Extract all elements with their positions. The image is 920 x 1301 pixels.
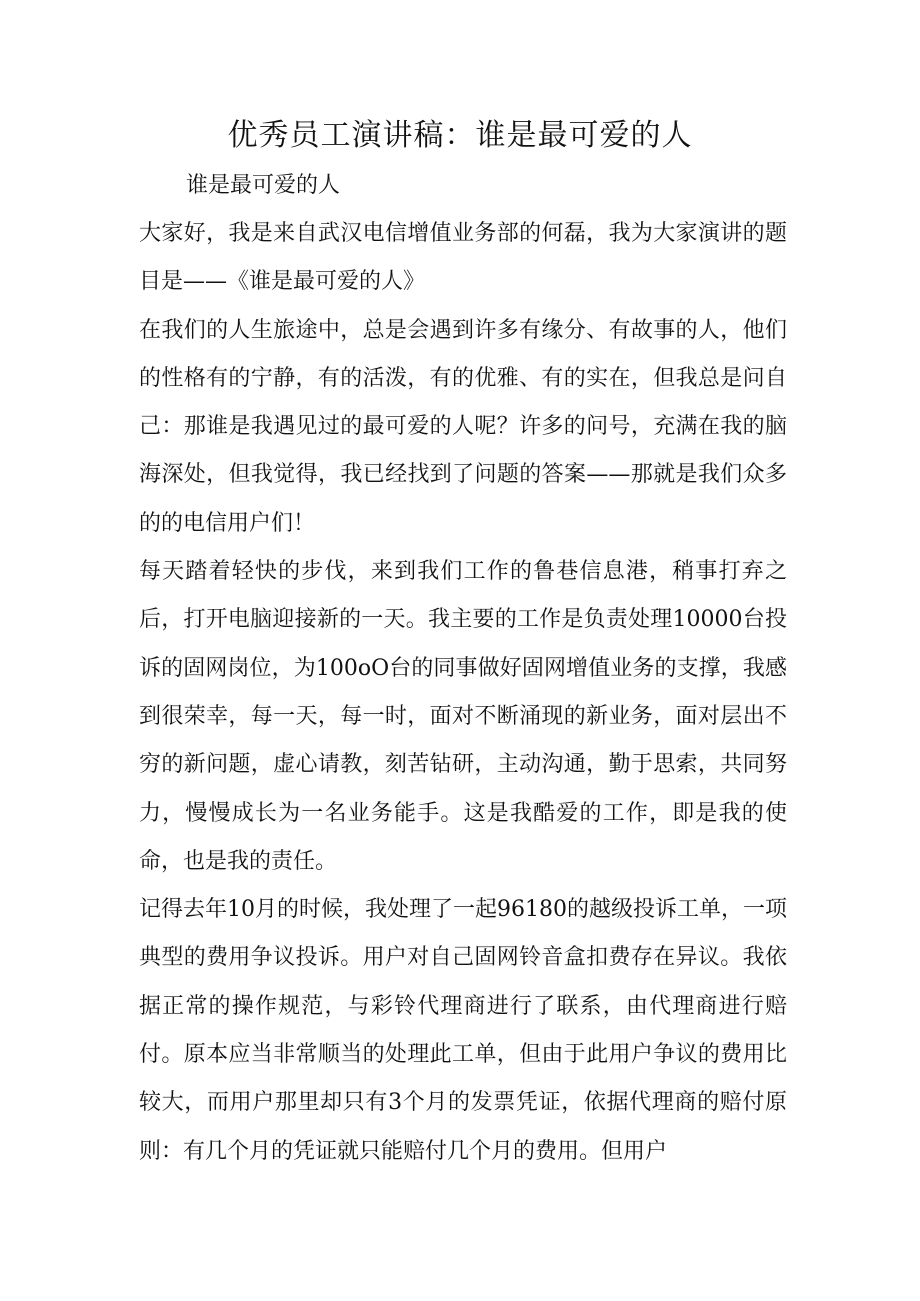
- document-subtitle: 谁是最可爱的人: [186, 173, 341, 198]
- paragraph-daily-work: 每天踏着轻快的步伐，来到我们工作的鲁巷信息港，稍事打弃之后，打开电脑迎接新的一天。我主要的工作是负责处理10000台投诉的固网岗位，为100oO台的同事做好固网增值业务的支撑，我感到很荣幸，每一天，每一时，面对不断涌现的新业务，面对层出不穷的新问题，虚心请教，刻苦钻研，主动沟通，勤于思索，共同努力，慢慢成长为一名业务能手。这是我酷爱的工作，即是我的使命，也是我的责任。: [139, 559, 787, 874]
- document-body: [139, 210, 787, 1176]
- paragraph-greeting: 大家好，我是来自武汉电信增值业务部的何磊，我为大家演讲的题目是——《谁是最可爱的人》: [139, 221, 787, 295]
- document-title: 优秀员工演讲稿：谁是最可爱的人: [227, 118, 693, 153]
- paragraph-complaint-case: 记得去年10月的时候，我处理了一起96180的越级投诉工单，一项典型的费用争议投诉。用户对自己固网铃音盒扣费存在异议。我依据正常的操作规范，与彩铃代理商进行了联系，由代理商进行赔付。原本应当非常顺当的处理此工单，但由于此用户争议的费用比较大，而用户那里却只有3个月的发票凭证，依据代理商的赔付原则：有几个月的凭证就只能赔付几个月的费用。但用户: [139, 897, 787, 1164]
- paragraph-life-journey: 在我们的人生旅途中，总是会遇到许多有缘分、有故事的人，他们的性格有的宁静，有的活泼，有的优雅、有的实在，但我总是问自己：那谁是我遇见过的最可爱的人呢？许多的问号，充满在我的脑海深处，但我觉得，我已经找到了问题的答案——那就是我们众多的的电信用户们！: [139, 317, 787, 536]
